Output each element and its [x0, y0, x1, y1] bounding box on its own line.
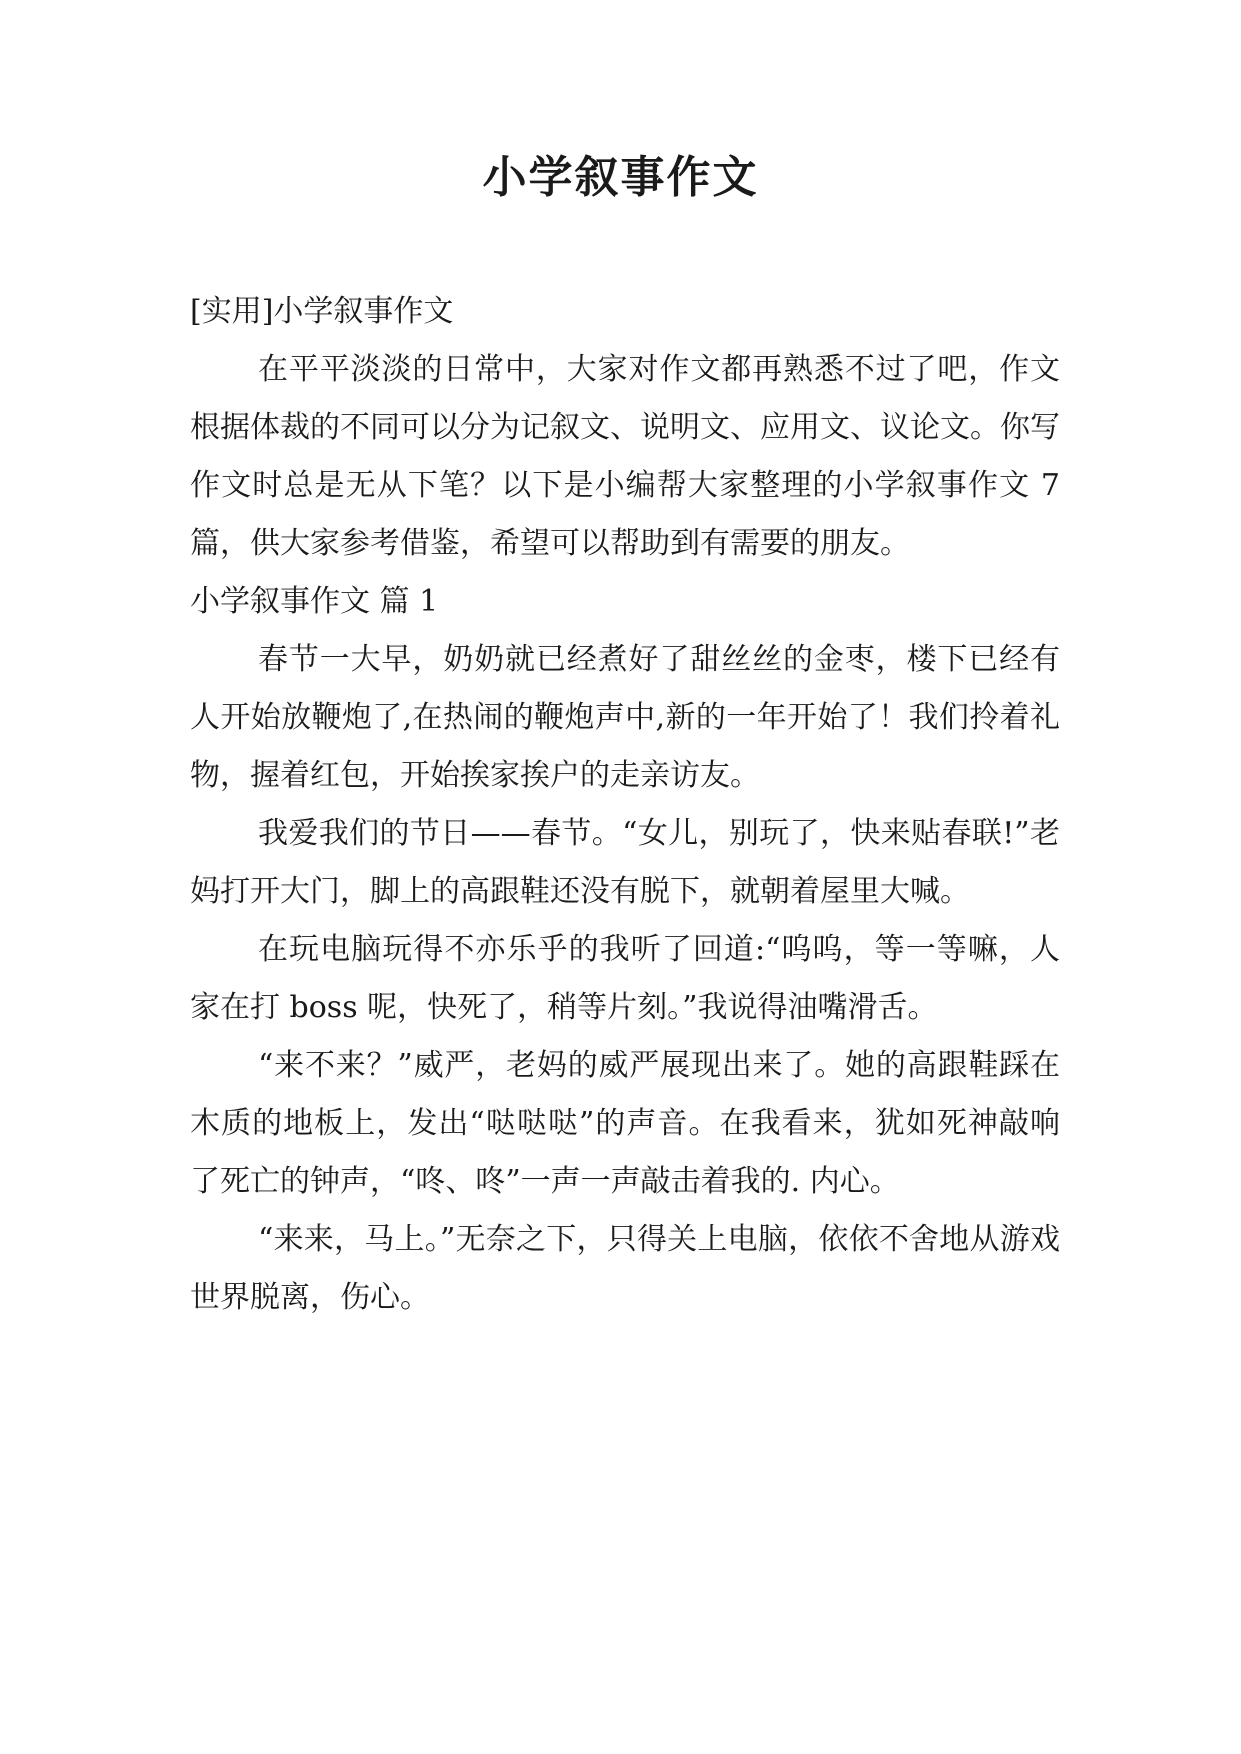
body-paragraph: 在玩电脑玩得不亦乐乎的我听了回道:“呜呜，等一等嘛，人家在打 boss 呢，快死了，稍等片刻。”我说得油嘴滑舌。 [190, 932, 1060, 1025]
document-subtitle: [实用]小学叙事作文 [190, 294, 454, 329]
section-heading: 小学叙事作文 篇 1 [190, 584, 439, 619]
body-paragraph: “来来，马上。”无奈之下，只得关上电脑，依依不舍地从游戏世界脱离，伤心。 [190, 1222, 1060, 1315]
body-paragraph: 春节一大早，奶奶就已经煮好了甜丝丝的金枣，楼下已经有人开始放鞭炮了,在热闹的鞭炮声中,新的一年开始了！我们拎着礼物，握着红包，开始挨家挨户的走亲访友。 [190, 642, 1060, 793]
document-title: 小学叙事作文 [482, 152, 759, 203]
document-body [190, 283, 1060, 1327]
body-paragraph: 我爱我们的节日——春节。“女儿，别玩了，快来贴春联!”老妈打开大门，脚上的高跟鞋还没有脱下，就朝着屋里大喊。 [190, 816, 1060, 909]
body-paragraph: “来不来？”威严，老妈的威严展现出来了。她的高跟鞋踩在木质的地板上，发出“哒哒哒”的声音。在我看来，犹如死神敲响了死亡的钟声，“咚、咚”一声一声敲击着我的. 内心。 [190, 1048, 1060, 1199]
intro-paragraph: 在平平淡淡的日常中，大家对作文都再熟悉不过了吧，作文根据体裁的不同可以分为记叙文、说明文、应用文、议论文。你写作文时总是无从下笔？以下是小编帮大家整理的小学叙事作文 7 篇，供大家参考借鉴，希望可以帮助到有需要的朋友。 [190, 352, 1060, 561]
